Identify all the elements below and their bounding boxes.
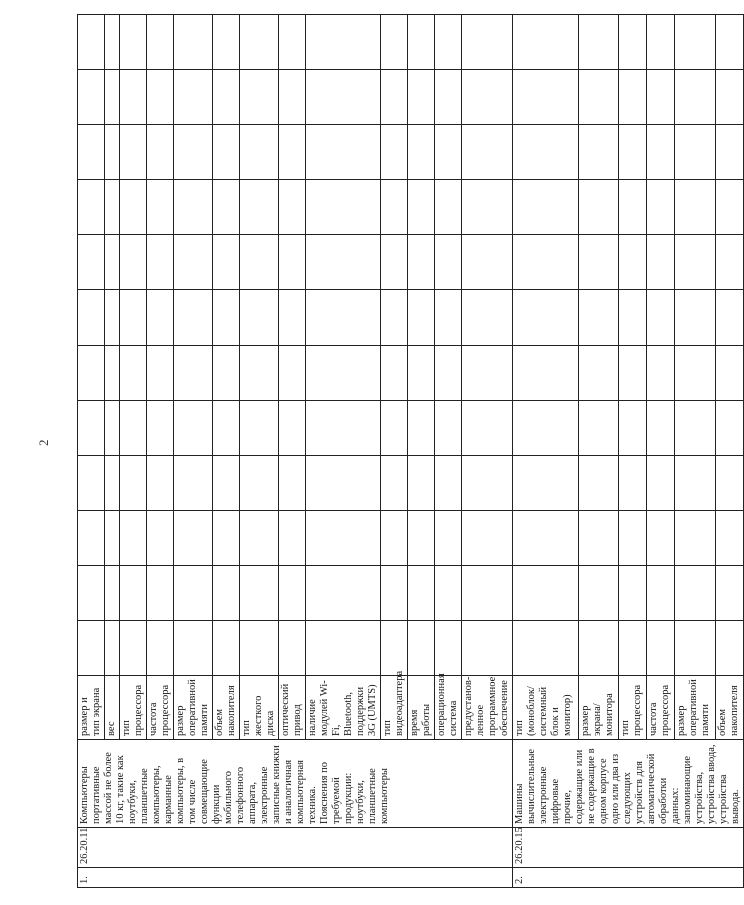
empty-cell: [105, 235, 120, 290]
empty-cell: [213, 180, 240, 235]
characteristic-cell: операционная система: [435, 676, 462, 740]
empty-cell: [279, 510, 306, 565]
empty-cell: [578, 400, 619, 455]
empty-cell: [279, 180, 306, 235]
empty-cell: [120, 620, 147, 675]
empty-cell: [105, 345, 120, 400]
empty-cell: [105, 510, 120, 565]
characteristic-cell: тип видеоадаптера: [381, 676, 408, 740]
empty-cell: [619, 235, 647, 290]
empty-cell: [240, 235, 279, 290]
empty-cell: [120, 400, 147, 455]
empty-cell: [381, 455, 408, 510]
empty-cell: [105, 400, 120, 455]
empty-cell: [715, 400, 743, 455]
empty-cell: [279, 235, 306, 290]
empty-cell: [105, 180, 120, 235]
empty-cell: [78, 510, 105, 565]
empty-cell: [408, 620, 435, 675]
empty-cell: [174, 510, 213, 565]
characteristic-cell: размер оперативной памяти: [675, 676, 716, 740]
empty-cell: [174, 70, 213, 125]
empty-cell: [715, 70, 743, 125]
empty-cell: [213, 70, 240, 125]
empty-cell: [306, 510, 381, 565]
empty-cell: [279, 400, 306, 455]
empty-cell: [306, 70, 381, 125]
empty-cell: [213, 345, 240, 400]
empty-cell: [435, 400, 462, 455]
row-number: 2.: [513, 868, 744, 888]
empty-cell: [647, 455, 675, 510]
empty-cell: [78, 70, 105, 125]
empty-cell: [381, 290, 408, 345]
empty-cell: [462, 620, 513, 675]
characteristic-cell: предустанов- ленное программное обеспечение: [462, 676, 513, 740]
empty-cell: [78, 125, 105, 180]
empty-cell: [578, 620, 619, 675]
empty-cell: [408, 70, 435, 125]
empty-cell: [715, 565, 743, 620]
empty-cell: [174, 620, 213, 675]
empty-cell: [435, 565, 462, 620]
empty-cell: [147, 345, 174, 400]
empty-cell: [647, 70, 675, 125]
empty-cell: [306, 290, 381, 345]
empty-cell: [619, 620, 647, 675]
empty-cell: [279, 15, 306, 70]
empty-cell: [240, 400, 279, 455]
empty-cell: [174, 180, 213, 235]
empty-cell: [513, 235, 579, 290]
empty-cell: [240, 565, 279, 620]
empty-cell: [174, 290, 213, 345]
empty-cell: [147, 620, 174, 675]
empty-cell: [578, 180, 619, 235]
characteristic-cell: тип процессора: [619, 676, 647, 740]
empty-cell: [675, 290, 716, 345]
okpd-code: 26.20.11: [78, 828, 513, 868]
empty-cell: [78, 620, 105, 675]
empty-cell: [513, 15, 579, 70]
empty-cell: [408, 455, 435, 510]
empty-cell: [120, 125, 147, 180]
empty-cell: [78, 400, 105, 455]
empty-cell: [147, 455, 174, 510]
empty-cell: [578, 290, 619, 345]
empty-cell: [306, 235, 381, 290]
empty-cell: [105, 290, 120, 345]
empty-cell: [174, 565, 213, 620]
empty-cell: [408, 345, 435, 400]
empty-cell: [240, 345, 279, 400]
empty-cell: [578, 235, 619, 290]
empty-cell: [381, 565, 408, 620]
characteristic-cell: объем накопителя: [715, 676, 743, 740]
empty-cell: [147, 400, 174, 455]
empty-cell: [213, 620, 240, 675]
row-number: 1.: [78, 868, 513, 888]
empty-cell: [647, 510, 675, 565]
empty-cell: [619, 15, 647, 70]
empty-cell: [647, 565, 675, 620]
empty-cell: [513, 455, 579, 510]
empty-cell: [578, 345, 619, 400]
empty-cell: [240, 15, 279, 70]
empty-cell: [715, 345, 743, 400]
empty-cell: [675, 565, 716, 620]
empty-cell: [120, 290, 147, 345]
empty-cell: [381, 345, 408, 400]
empty-cell: [279, 290, 306, 345]
empty-cell: [462, 400, 513, 455]
empty-cell: [213, 565, 240, 620]
product-name: Компьютеры портативные массой не более 10 кг, такие как ноутбуки, планшетные компьютеры, карманные компьютеры, в том числе совмещающие функции мобильного телефонного аппарата, электронные записные книжки и аналогичная компьютерная техника. Пояснения по требуемой продукции: ноутбуки, планшетные компьютеры: [78, 740, 513, 828]
empty-cell: [647, 15, 675, 70]
empty-cell: [578, 565, 619, 620]
empty-cell: [408, 235, 435, 290]
empty-cell: [675, 400, 716, 455]
empty-cell: [174, 400, 213, 455]
empty-cell: [174, 15, 213, 70]
empty-cell: [240, 510, 279, 565]
requirements-table: [77, 14, 744, 888]
empty-cell: [408, 290, 435, 345]
characteristic-cell: время работы: [408, 676, 435, 740]
empty-cell: [78, 290, 105, 345]
empty-cell: [306, 565, 381, 620]
empty-cell: [381, 400, 408, 455]
empty-cell: [715, 290, 743, 345]
product-name: Машины вычислительные электронные цифровые прочие, содержащие или не содержащие в одном корпусе одно или два из следующих устройств для автоматической обработки данных: запоминающие устройства, устройства ввода, устройства вывода.: [513, 740, 744, 828]
empty-cell: [306, 400, 381, 455]
empty-cell: [381, 510, 408, 565]
empty-cell: [408, 400, 435, 455]
table-row: [513, 15, 579, 888]
empty-cell: [78, 15, 105, 70]
empty-cell: [213, 400, 240, 455]
empty-cell: [279, 565, 306, 620]
empty-cell: [306, 180, 381, 235]
empty-cell: [675, 125, 716, 180]
empty-cell: [213, 455, 240, 510]
empty-cell: [105, 565, 120, 620]
empty-cell: [120, 235, 147, 290]
empty-cell: [240, 180, 279, 235]
empty-cell: [462, 290, 513, 345]
empty-cell: [240, 620, 279, 675]
characteristic-cell: частота процессора: [147, 676, 174, 740]
empty-cell: [462, 235, 513, 290]
empty-cell: [715, 125, 743, 180]
characteristic-cell: наличие модулей Wi-Fi, Bluetooth, поддержки 3G (UMTS): [306, 676, 381, 740]
empty-cell: [715, 455, 743, 510]
empty-cell: [462, 510, 513, 565]
empty-cell: [435, 345, 462, 400]
empty-cell: [715, 15, 743, 70]
empty-cell: [513, 180, 579, 235]
empty-cell: [462, 125, 513, 180]
empty-cell: [513, 345, 579, 400]
empty-cell: [462, 345, 513, 400]
empty-cell: [578, 70, 619, 125]
empty-cell: [279, 455, 306, 510]
empty-cell: [147, 125, 174, 180]
empty-cell: [435, 15, 462, 70]
empty-cell: [279, 70, 306, 125]
characteristic-cell: размер оперативной памяти: [174, 676, 213, 740]
empty-cell: [240, 125, 279, 180]
empty-cell: [306, 620, 381, 675]
empty-cell: [715, 510, 743, 565]
empty-cell: [675, 70, 716, 125]
empty-cell: [147, 70, 174, 125]
empty-cell: [240, 290, 279, 345]
empty-cell: [513, 70, 579, 125]
empty-cell: [240, 70, 279, 125]
empty-cell: [213, 125, 240, 180]
empty-cell: [306, 455, 381, 510]
empty-cell: [306, 345, 381, 400]
empty-cell: [675, 455, 716, 510]
empty-cell: [513, 290, 579, 345]
characteristic-cell: объем накопителя: [213, 676, 240, 740]
empty-cell: [462, 180, 513, 235]
empty-cell: [647, 235, 675, 290]
empty-cell: [213, 290, 240, 345]
empty-cell: [462, 455, 513, 510]
characteristic-cell: размер экрана/ монитора: [578, 676, 619, 740]
empty-cell: [578, 510, 619, 565]
empty-cell: [174, 345, 213, 400]
empty-cell: [675, 345, 716, 400]
empty-cell: [435, 510, 462, 565]
empty-cell: [279, 345, 306, 400]
empty-cell: [647, 345, 675, 400]
empty-cell: [435, 620, 462, 675]
empty-cell: [675, 15, 716, 70]
empty-cell: [147, 510, 174, 565]
empty-cell: [715, 180, 743, 235]
empty-cell: [120, 455, 147, 510]
empty-cell: [213, 235, 240, 290]
empty-cell: [462, 565, 513, 620]
empty-cell: [408, 180, 435, 235]
empty-cell: [435, 290, 462, 345]
empty-cell: [647, 180, 675, 235]
empty-cell: [147, 290, 174, 345]
rotated-table-container: [77, 14, 741, 888]
okpd-code: 26.20.15: [513, 828, 744, 868]
empty-cell: [435, 70, 462, 125]
empty-cell: [619, 400, 647, 455]
empty-cell: [408, 565, 435, 620]
empty-cell: [619, 290, 647, 345]
characteristic-cell: тип процессора: [120, 676, 147, 740]
empty-cell: [578, 15, 619, 70]
empty-cell: [435, 235, 462, 290]
empty-cell: [647, 400, 675, 455]
empty-cell: [381, 620, 408, 675]
table-row: [78, 15, 105, 888]
empty-cell: [513, 620, 579, 675]
empty-cell: [381, 180, 408, 235]
empty-cell: [120, 510, 147, 565]
empty-cell: [147, 180, 174, 235]
characteristic-cell: вес: [105, 676, 120, 740]
empty-cell: [105, 455, 120, 510]
empty-cell: [408, 15, 435, 70]
characteristic-cell: тип (моноблок/ системный блок и монитор): [513, 676, 579, 740]
empty-cell: [513, 565, 579, 620]
empty-cell: [147, 15, 174, 70]
empty-cell: [279, 620, 306, 675]
empty-cell: [306, 15, 381, 70]
empty-cell: [408, 125, 435, 180]
empty-cell: [715, 235, 743, 290]
empty-cell: [408, 510, 435, 565]
empty-cell: [513, 510, 579, 565]
characteristic-cell: частота процессора: [647, 676, 675, 740]
empty-cell: [578, 125, 619, 180]
empty-cell: [619, 345, 647, 400]
empty-cell: [381, 235, 408, 290]
empty-cell: [78, 455, 105, 510]
empty-cell: [435, 455, 462, 510]
empty-cell: [78, 345, 105, 400]
empty-cell: [147, 565, 174, 620]
empty-cell: [213, 15, 240, 70]
empty-cell: [174, 455, 213, 510]
empty-cell: [174, 125, 213, 180]
empty-cell: [513, 400, 579, 455]
empty-cell: [240, 455, 279, 510]
empty-cell: [381, 15, 408, 70]
empty-cell: [105, 620, 120, 675]
empty-cell: [647, 290, 675, 345]
empty-cell: [578, 455, 619, 510]
empty-cell: [675, 180, 716, 235]
characteristic-cell: размер и тип экрана: [78, 676, 105, 740]
empty-cell: [675, 620, 716, 675]
empty-cell: [120, 15, 147, 70]
empty-cell: [715, 620, 743, 675]
empty-cell: [174, 235, 213, 290]
characteristic-cell: тип жесткого диска: [240, 676, 279, 740]
empty-cell: [647, 620, 675, 675]
empty-cell: [120, 180, 147, 235]
empty-cell: [381, 70, 408, 125]
empty-cell: [105, 70, 120, 125]
empty-cell: [647, 125, 675, 180]
empty-cell: [78, 565, 105, 620]
empty-cell: [435, 180, 462, 235]
empty-cell: [619, 180, 647, 235]
empty-cell: [619, 455, 647, 510]
empty-cell: [513, 125, 579, 180]
empty-cell: [675, 510, 716, 565]
empty-cell: [78, 180, 105, 235]
empty-cell: [279, 125, 306, 180]
empty-cell: [619, 565, 647, 620]
empty-cell: [120, 345, 147, 400]
empty-cell: [147, 235, 174, 290]
empty-cell: [213, 510, 240, 565]
empty-cell: [675, 235, 716, 290]
empty-cell: [619, 70, 647, 125]
empty-cell: [120, 70, 147, 125]
empty-cell: [462, 15, 513, 70]
empty-cell: [78, 235, 105, 290]
empty-cell: [105, 15, 120, 70]
empty-cell: [306, 125, 381, 180]
empty-cell: [462, 70, 513, 125]
empty-cell: [435, 125, 462, 180]
empty-cell: [120, 565, 147, 620]
empty-cell: [619, 510, 647, 565]
empty-cell: [105, 125, 120, 180]
characteristic-cell: оптический привод: [279, 676, 306, 740]
empty-cell: [381, 125, 408, 180]
page-number: 2: [36, 439, 51, 446]
empty-cell: [619, 125, 647, 180]
